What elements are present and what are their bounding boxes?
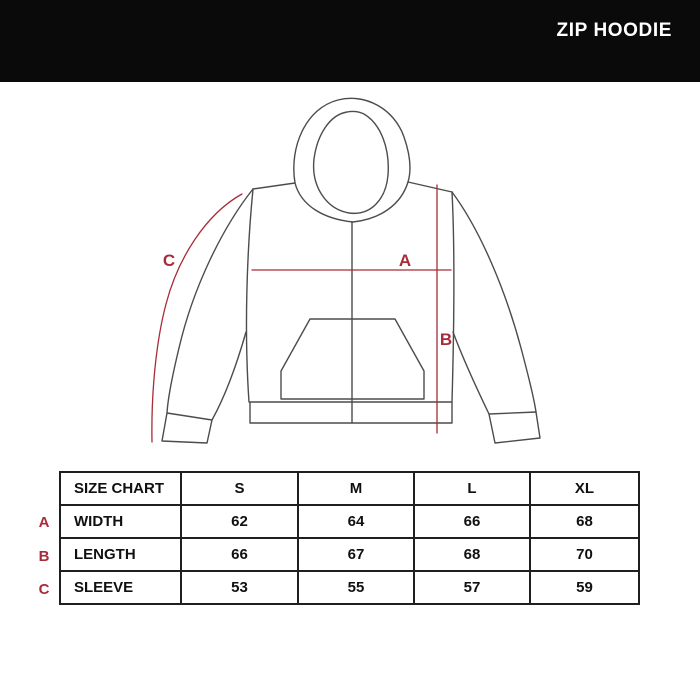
sleeve-value-xl: 59 — [530, 571, 639, 604]
row-label-width: WIDTH — [60, 505, 181, 538]
left-sleeve-outer — [167, 189, 253, 413]
size-col-l: L — [414, 472, 530, 505]
length-value-s: 66 — [181, 538, 298, 571]
length-measure-label: B — [439, 330, 453, 349]
width-value-xl: 68 — [530, 505, 639, 538]
size-col-m: M — [298, 472, 414, 505]
sleeve-value-m: 55 — [298, 571, 414, 604]
row-key-sleeve: C — [38, 581, 50, 598]
width-value-l: 66 — [414, 505, 530, 538]
page-title: ZIP HOODIE — [556, 20, 672, 41]
sleeve-measure-arc — [152, 194, 242, 442]
left-sleeve-inner — [212, 332, 246, 420]
width-value-s: 62 — [181, 505, 298, 538]
length-value-xl: 70 — [530, 538, 639, 571]
length-value-m: 67 — [298, 538, 414, 571]
body-right-side — [452, 192, 454, 402]
row-key-width: A — [38, 514, 50, 531]
width-value-m: 64 — [298, 505, 414, 538]
sleeve-value-s: 53 — [181, 571, 298, 604]
table-row-sleeve — [60, 571, 639, 604]
row-key-length: B — [38, 548, 50, 565]
right-shoulder-seam — [408, 182, 452, 192]
hem-band — [250, 402, 452, 423]
right-sleeve-inner — [453, 332, 489, 414]
size-chart-table — [59, 471, 640, 605]
hood-opening-outline — [314, 111, 389, 213]
size-col-s: S — [181, 472, 298, 505]
size-col-xl: XL — [530, 472, 639, 505]
size-chart-header-row — [60, 472, 639, 505]
left-shoulder-seam — [253, 183, 295, 189]
sleeve-measure-label: C — [162, 251, 176, 270]
right-sleeve-outer — [452, 192, 536, 412]
body-left-side — [246, 189, 253, 402]
width-measure-label: A — [398, 251, 412, 270]
table-row-length — [60, 538, 639, 571]
right-cuff — [489, 412, 540, 443]
length-value-l: 68 — [414, 538, 530, 571]
hood-outer-outline — [294, 98, 410, 222]
row-label-length: LENGTH — [60, 538, 181, 571]
left-cuff — [162, 413, 212, 443]
size-chart-title-cell: SIZE CHART — [60, 472, 181, 505]
sleeve-value-l: 57 — [414, 571, 530, 604]
row-label-sleeve: SLEEVE — [60, 571, 181, 604]
table-row-width — [60, 505, 639, 538]
